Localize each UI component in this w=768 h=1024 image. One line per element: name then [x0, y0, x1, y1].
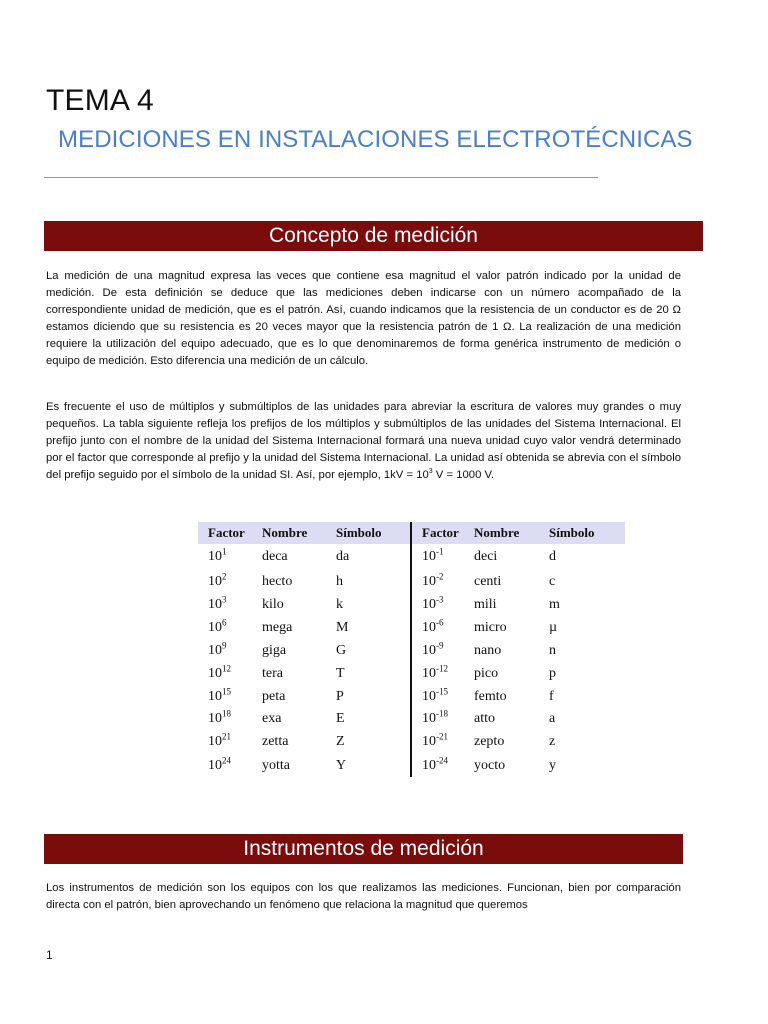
factor-base: 10 — [208, 620, 222, 635]
factor-exponent: 21 — [222, 731, 231, 742]
name-cell: yocto — [474, 757, 506, 773]
factor-cell — [410, 594, 474, 613]
symbol-cell: n — [549, 643, 556, 658]
header-cell: Símbolo — [336, 525, 382, 540]
factor-exponent: 18 — [222, 708, 231, 719]
page-number: 1 — [46, 948, 53, 962]
factor-exponent: -2 — [436, 571, 444, 582]
factor-cell — [198, 754, 262, 774]
paragraph-concepto-2 — [46, 399, 681, 484]
factor-cell — [198, 640, 262, 659]
name-cell: nano — [474, 643, 502, 658]
factor-base: 10 — [422, 549, 436, 564]
factor-cell — [410, 708, 474, 727]
name-cell: yotta — [262, 757, 290, 773]
symbol-cell: M — [336, 620, 349, 635]
symbol-cell: E — [336, 711, 345, 726]
factor-exponent: -9 — [436, 640, 444, 651]
name-cell: femto — [474, 688, 507, 704]
title-divider — [44, 177, 598, 178]
symbol-cell: Y — [336, 757, 347, 773]
page-subtitle: MEDICIONES EN INSTALACIONES ELECTROTÉCNICAS — [58, 126, 693, 153]
name-cell: deca — [262, 549, 288, 564]
name-cell: mili — [474, 597, 497, 612]
factor-cell — [198, 571, 262, 590]
symbol-cell: P — [336, 688, 344, 704]
name-cell: micro — [474, 620, 507, 635]
symbol-cell: c — [549, 574, 556, 589]
paragraph-instrumentos-1: Los instrumentos de medición son los equipos con los que realizamos las mediciones. Funcionan, bien por comparación directa con el patrón, bien aprovechando un fenómeno que relaciona la magnitud que queremos — [46, 882, 681, 911]
name-cell: kilo — [262, 597, 284, 612]
factor-base: 10 — [208, 665, 222, 681]
symbol-cell: d — [549, 549, 556, 564]
factor-cell — [198, 685, 262, 705]
factor-exponent: -12 — [436, 662, 448, 673]
factor-cell — [410, 731, 474, 750]
factor-cell — [198, 594, 262, 613]
factor-exponent: -6 — [436, 617, 444, 628]
prefix-table — [198, 522, 625, 777]
name-cell: tera — [262, 665, 283, 681]
paragraph-text: Es frecuente el uso de múltiplos y submúltiplos de las unidades para abreviar la escritura de valores muy grandes o muy pequeños. La tabla siguiente refleja los prefijos de los múltiplos y submúltiplos de las unidades del Sistema Internacional. El prefijo junto con el nombre de la unidad del Sistema Internacional formará una nueva unidad cuyo valor vendrá determinado por el factor que corresponde al prefijo y la unidad del Sistema Internacional. La unidad así obtenida se abrevia con el símbolo del prefijo seguido por el símbolo de la unidad SI. Así, por ejemplo, 1kV = 10 — [46, 401, 681, 481]
factor-base: 10 — [422, 757, 436, 773]
factor-base: 10 — [208, 688, 222, 704]
factor-cell — [410, 662, 474, 682]
name-cell: deci — [474, 549, 498, 564]
factor-exponent: 12 — [222, 662, 231, 673]
symbol-cell: k — [336, 597, 343, 612]
factor-cell — [410, 640, 474, 659]
factor-base: 10 — [422, 574, 436, 589]
symbol-cell: T — [336, 665, 345, 681]
symbol-cell: G — [336, 643, 347, 658]
header-cell: Factor — [422, 525, 459, 540]
factor-exponent: 9 — [222, 640, 227, 651]
factor-exponent: 15 — [222, 685, 231, 696]
symbol-cell: µ — [549, 620, 558, 635]
factor-base: 10 — [208, 734, 222, 749]
factor-base: 10 — [208, 643, 222, 658]
symbol-cell: y — [549, 757, 556, 773]
factor-base: 10 — [422, 688, 436, 704]
factor-exponent: 1 — [222, 546, 227, 557]
factor-exponent: 6 — [222, 617, 227, 628]
name-cell: pico — [474, 665, 499, 681]
table-column-divider — [410, 522, 412, 777]
page-title: TEMA 4 — [46, 84, 154, 117]
factor-base: 10 — [208, 597, 222, 612]
section-heading-instrumentos: Instrumentos de medición — [44, 834, 683, 864]
factor-exponent: -21 — [436, 731, 448, 742]
name-cell: zepto — [474, 734, 505, 749]
factor-cell — [410, 685, 474, 705]
factor-cell — [198, 617, 262, 636]
symbol-cell: da — [336, 549, 350, 564]
factor-cell — [198, 546, 262, 565]
symbol-cell: Z — [336, 734, 345, 749]
factor-exponent: -3 — [436, 594, 444, 605]
symbol-cell: z — [549, 734, 556, 749]
header-cell: Nombre — [474, 525, 520, 540]
factor-exponent: 2 — [222, 571, 227, 582]
name-cell: mega — [262, 620, 293, 635]
name-cell: giga — [262, 643, 287, 658]
paragraph-text-end: V = 1000 V. — [432, 469, 495, 481]
factor-base: 10 — [422, 643, 436, 658]
symbol-cell: p — [549, 665, 556, 681]
section-heading-concepto: Concepto de medición — [44, 221, 703, 251]
factor-base: 10 — [422, 620, 436, 635]
factor-base: 10 — [422, 665, 436, 681]
name-cell: hecto — [262, 574, 293, 589]
factor-cell — [410, 571, 474, 590]
header-cell: Nombre — [262, 525, 308, 540]
factor-cell — [410, 546, 474, 565]
symbol-cell: a — [549, 711, 556, 726]
header-cell: Símbolo — [549, 525, 595, 540]
factor-exponent: -24 — [436, 754, 448, 765]
symbol-cell: f — [549, 688, 554, 704]
factor-base: 10 — [208, 757, 222, 773]
factor-base: 10 — [208, 574, 222, 589]
factor-base: 10 — [422, 711, 436, 726]
factor-exponent: 3 — [222, 594, 227, 605]
factor-exponent: 24 — [222, 754, 231, 765]
factor-base: 10 — [422, 597, 436, 612]
factor-exponent: -18 — [436, 708, 448, 719]
factor-base: 10 — [208, 711, 222, 726]
factor-cell — [410, 617, 474, 636]
symbol-cell: m — [549, 597, 560, 612]
factor-cell — [198, 662, 262, 682]
factor-cell — [198, 708, 262, 727]
factor-base: 10 — [422, 734, 436, 749]
factor-exponent: -1 — [436, 546, 444, 557]
superscript: 3 — [428, 468, 433, 476]
name-cell: peta — [262, 688, 286, 704]
table-body — [198, 544, 625, 777]
header-cell: Factor — [208, 525, 245, 540]
paragraph-concepto-1: La medición de una magnitud expresa las veces que contiene esa magnitud el valor patrón indicado por la unidad de medición. De esta definición se deduce que las mediciones deben indicarse con un número acompañado de la correspondiente unidad de medición, que es el patrón. Así, cuando indicamos que la resistencia de un conductor es de 20 Ω estamos diciendo que su resistencia es 20 veces mayor que la resistencia patrón de 1 Ω. La realización de una medición requiere la utilización del equipo adecuado, que es lo que denominaremos de forma genérica instrumento de medición o equipo de medición. Esto diferencia una medición de un cálculo. — [46, 270, 681, 367]
symbol-cell: h — [336, 574, 343, 589]
factor-cell — [198, 731, 262, 750]
name-cell: atto — [474, 711, 495, 726]
name-cell: zetta — [262, 734, 289, 749]
name-cell: centi — [474, 574, 502, 589]
factor-exponent: -15 — [436, 685, 448, 696]
factor-base: 10 — [208, 549, 222, 564]
name-cell: exa — [262, 711, 282, 726]
factor-cell — [410, 754, 474, 774]
